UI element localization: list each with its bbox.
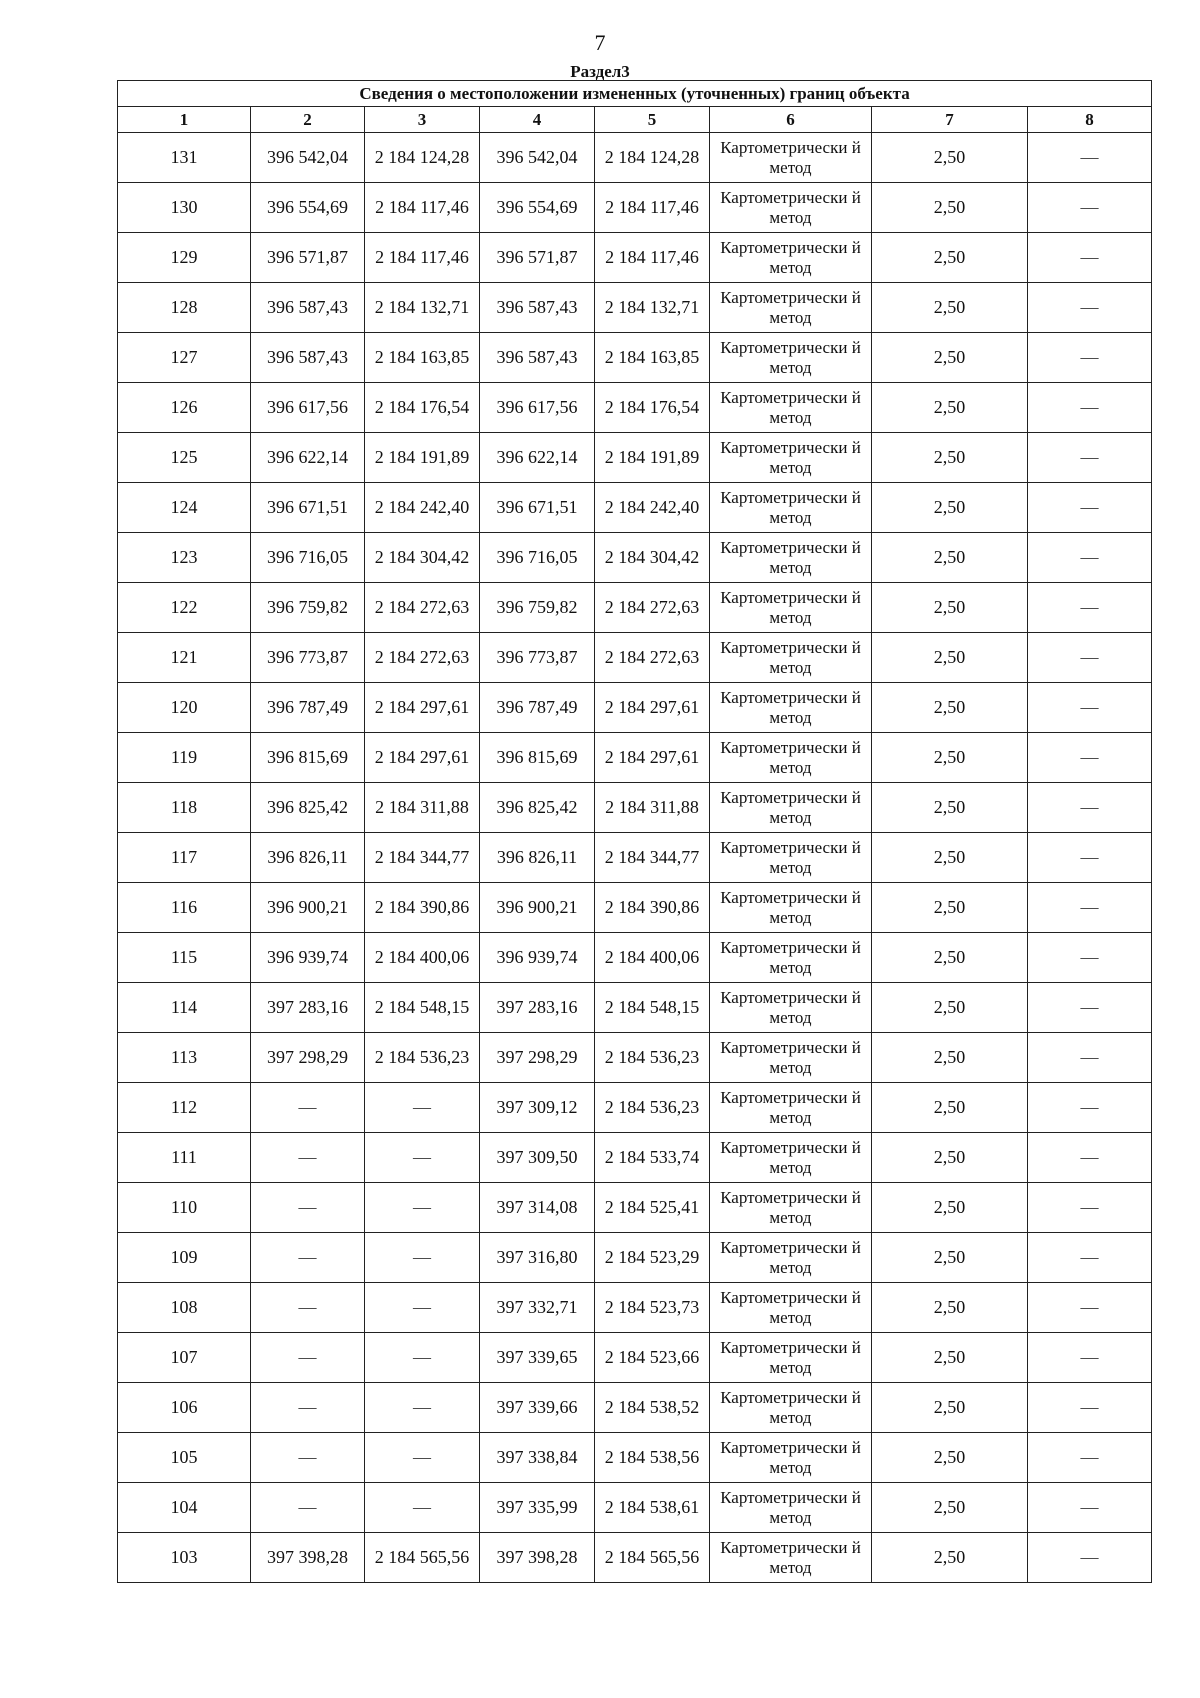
method-cell: Картометрически й метод [710,683,872,733]
method-cell: Картометрически й метод [710,1283,872,1333]
table-row [118,933,1152,983]
table-row [118,1333,1152,1383]
description-cell: — [1028,133,1152,183]
updated-y-cell: 2 184 538,56 [595,1433,710,1483]
method-cell: Картометрически й метод [710,1533,872,1583]
existing-x-cell: — [251,1433,365,1483]
method-cell: Картометрически й метод [710,1233,872,1283]
point-number-cell: 119 [118,733,251,783]
updated-x-cell: 397 335,99 [480,1483,595,1533]
existing-y-cell: — [365,1333,480,1383]
accuracy-cell: 2,50 [872,433,1028,483]
description-cell: — [1028,1433,1152,1483]
existing-y-cell: 2 184 548,15 [365,983,480,1033]
point-number-cell: 108 [118,1283,251,1333]
existing-x-cell: 396 617,56 [251,383,365,433]
updated-x-cell: 396 759,82 [480,583,595,633]
existing-x-cell: — [251,1383,365,1433]
description-cell: — [1028,633,1152,683]
description-cell: — [1028,483,1152,533]
accuracy-cell: 2,50 [872,1083,1028,1133]
method-cell: Картометрически й метод [710,233,872,283]
existing-y-cell: 2 184 272,63 [365,583,480,633]
accuracy-cell: 2,50 [872,1283,1028,1333]
existing-y-cell: 2 184 536,23 [365,1033,480,1083]
updated-y-cell: 2 184 525,41 [595,1183,710,1233]
point-number-cell: 118 [118,783,251,833]
existing-y-cell: 2 184 400,06 [365,933,480,983]
column-number: 8 [1028,107,1152,133]
updated-x-cell: 396 587,43 [480,283,595,333]
existing-y-cell: 2 184 242,40 [365,483,480,533]
point-number-cell: 124 [118,483,251,533]
updated-x-cell: 396 825,42 [480,783,595,833]
existing-x-cell: 396 939,74 [251,933,365,983]
updated-x-cell: 397 309,50 [480,1133,595,1183]
updated-x-cell: 397 298,29 [480,1033,595,1083]
accuracy-cell: 2,50 [872,983,1028,1033]
existing-y-cell: 2 184 191,89 [365,433,480,483]
existing-x-cell: 396 587,43 [251,333,365,383]
existing-y-cell: 2 184 176,54 [365,383,480,433]
table-row [118,633,1152,683]
updated-x-cell: 397 309,12 [480,1083,595,1133]
updated-x-cell: 397 314,08 [480,1183,595,1233]
updated-y-cell: 2 184 523,73 [595,1283,710,1333]
point-number-cell: 116 [118,883,251,933]
accuracy-cell: 2,50 [872,1483,1028,1533]
description-cell: — [1028,533,1152,583]
point-number-cell: 120 [118,683,251,733]
point-number-cell: 129 [118,233,251,283]
accuracy-cell: 2,50 [872,633,1028,683]
updated-x-cell: 396 826,11 [480,833,595,883]
coordinates-table [117,80,1152,1583]
method-cell: Картометрически й метод [710,933,872,983]
method-cell: Картометрически й метод [710,1133,872,1183]
updated-y-cell: 2 184 272,63 [595,583,710,633]
existing-x-cell: 396 825,42 [251,783,365,833]
existing-y-cell: — [365,1183,480,1233]
accuracy-cell: 2,50 [872,183,1028,233]
updated-y-cell: 2 184 297,61 [595,733,710,783]
table-row [118,583,1152,633]
column-number-row [118,107,1152,133]
updated-y-cell: 2 184 163,85 [595,333,710,383]
updated-x-cell: 397 339,66 [480,1383,595,1433]
method-cell: Картометрически й метод [710,1033,872,1083]
method-cell: Картометрически й метод [710,583,872,633]
updated-y-cell: 2 184 523,66 [595,1333,710,1383]
point-number-cell: 107 [118,1333,251,1383]
column-number: 4 [480,107,595,133]
updated-x-cell: 396 787,49 [480,683,595,733]
updated-x-cell: 396 773,87 [480,633,595,683]
table-row [118,1233,1152,1283]
description-cell: — [1028,1333,1152,1383]
description-cell: — [1028,383,1152,433]
existing-x-cell: — [251,1083,365,1133]
table-row [118,333,1152,383]
table-row [118,133,1152,183]
accuracy-cell: 2,50 [872,1433,1028,1483]
table-row [118,1083,1152,1133]
point-number-cell: 115 [118,933,251,983]
accuracy-cell: 2,50 [872,1133,1028,1183]
method-cell: Картометрически й метод [710,133,872,183]
description-cell: — [1028,333,1152,383]
method-cell: Картометрически й метод [710,733,872,783]
method-cell: Картометрически й метод [710,1183,872,1233]
method-cell: Картометрически й метод [710,383,872,433]
updated-y-cell: 2 184 176,54 [595,383,710,433]
accuracy-cell: 2,50 [872,533,1028,583]
updated-y-cell: 2 184 523,29 [595,1233,710,1283]
accuracy-cell: 2,50 [872,483,1028,533]
existing-y-cell: 2 184 344,77 [365,833,480,883]
description-cell: — [1028,733,1152,783]
table-row [118,533,1152,583]
point-number-cell: 130 [118,183,251,233]
existing-x-cell: 397 398,28 [251,1533,365,1583]
existing-y-cell: — [365,1383,480,1433]
existing-y-cell: 2 184 117,46 [365,183,480,233]
description-cell: — [1028,433,1152,483]
existing-x-cell: — [251,1183,365,1233]
column-number: 5 [595,107,710,133]
updated-y-cell: 2 184 272,63 [595,633,710,683]
updated-y-cell: 2 184 191,89 [595,433,710,483]
existing-y-cell: 2 184 163,85 [365,333,480,383]
accuracy-cell: 2,50 [872,933,1028,983]
table-row [118,483,1152,533]
description-cell: — [1028,933,1152,983]
accuracy-cell: 2,50 [872,783,1028,833]
point-number-cell: 114 [118,983,251,1033]
column-number: 3 [365,107,480,133]
accuracy-cell: 2,50 [872,1033,1028,1083]
point-number-cell: 125 [118,433,251,483]
updated-y-cell: 2 184 536,23 [595,1033,710,1083]
description-cell: — [1028,1383,1152,1433]
accuracy-cell: 2,50 [872,383,1028,433]
updated-y-cell: 2 184 132,71 [595,283,710,333]
existing-x-cell: 396 759,82 [251,583,365,633]
table-row [118,233,1152,283]
point-number-cell: 105 [118,1433,251,1483]
point-number-cell: 112 [118,1083,251,1133]
point-number-cell: 110 [118,1183,251,1233]
updated-x-cell: 396 542,04 [480,133,595,183]
updated-x-cell: 397 338,84 [480,1433,595,1483]
point-number-cell: 109 [118,1233,251,1283]
description-cell: — [1028,683,1152,733]
existing-x-cell: 396 773,87 [251,633,365,683]
accuracy-cell: 2,50 [872,283,1028,333]
page-number: 7 [594,30,606,55]
table-row [118,1383,1152,1433]
accuracy-cell: 2,50 [872,883,1028,933]
existing-x-cell: — [251,1233,365,1283]
updated-x-cell: 396 815,69 [480,733,595,783]
updated-y-cell: 2 184 124,28 [595,133,710,183]
existing-x-cell: — [251,1333,365,1383]
existing-x-cell: 396 587,43 [251,283,365,333]
updated-x-cell: 397 339,65 [480,1333,595,1383]
updated-y-cell: 2 184 242,40 [595,483,710,533]
description-cell: — [1028,183,1152,233]
table-row [118,1433,1152,1483]
updated-x-cell: 396 571,87 [480,233,595,283]
existing-y-cell: 2 184 117,46 [365,233,480,283]
method-cell: Картометрически й метод [710,633,872,683]
updated-y-cell: 2 184 538,61 [595,1483,710,1533]
existing-y-cell: 2 184 311,88 [365,783,480,833]
updated-x-cell: 396 671,51 [480,483,595,533]
description-cell: — [1028,1083,1152,1133]
point-number-cell: 131 [118,133,251,183]
point-number-cell: 127 [118,333,251,383]
point-number-cell: 104 [118,1483,251,1533]
existing-y-cell: 2 184 565,56 [365,1533,480,1583]
updated-y-cell: 2 184 548,15 [595,983,710,1033]
description-cell: — [1028,983,1152,1033]
description-cell: — [1028,1533,1152,1583]
existing-x-cell: 396 542,04 [251,133,365,183]
method-cell: Картометрически й метод [710,833,872,883]
method-cell: Картометрически й метод [710,1433,872,1483]
updated-x-cell: 396 939,74 [480,933,595,983]
updated-y-cell: 2 184 565,56 [595,1533,710,1583]
updated-x-cell: 397 398,28 [480,1533,595,1583]
table-row [118,1033,1152,1083]
column-number: 1 [118,107,251,133]
updated-y-cell: 2 184 400,06 [595,933,710,983]
method-cell: Картометрически й метод [710,433,872,483]
updated-y-cell: 2 184 344,77 [595,833,710,883]
point-number-cell: 122 [118,583,251,633]
column-number: 2 [251,107,365,133]
table-row [118,883,1152,933]
accuracy-cell: 2,50 [872,333,1028,383]
description-cell: — [1028,783,1152,833]
description-cell: — [1028,1183,1152,1233]
existing-y-cell: 2 184 304,42 [365,533,480,583]
updated-y-cell: 2 184 538,52 [595,1383,710,1433]
existing-y-cell: — [365,1433,480,1483]
existing-x-cell: 396 716,05 [251,533,365,583]
existing-y-cell: 2 184 272,63 [365,633,480,683]
point-number-cell: 128 [118,283,251,333]
method-cell: Картометрически й метод [710,883,872,933]
existing-y-cell: — [365,1283,480,1333]
point-number-cell: 103 [118,1533,251,1583]
section-title: Раздел3 [570,62,630,81]
description-cell: — [1028,283,1152,333]
accuracy-cell: 2,50 [872,1383,1028,1433]
updated-y-cell: 2 184 304,42 [595,533,710,583]
updated-x-cell: 396 617,56 [480,383,595,433]
description-cell: — [1028,1233,1152,1283]
existing-x-cell: 396 826,11 [251,833,365,883]
point-number-cell: 126 [118,383,251,433]
description-cell: — [1028,1283,1152,1333]
existing-x-cell: 396 554,69 [251,183,365,233]
method-cell: Картометрически й метод [710,283,872,333]
accuracy-cell: 2,50 [872,133,1028,183]
updated-x-cell: 397 283,16 [480,983,595,1033]
table-row [118,1533,1152,1583]
existing-x-cell: 396 815,69 [251,733,365,783]
method-cell: Картометрически й метод [710,1333,872,1383]
description-cell: — [1028,583,1152,633]
column-number: 6 [710,107,872,133]
existing-x-cell: 396 900,21 [251,883,365,933]
existing-x-cell: 396 622,14 [251,433,365,483]
updated-y-cell: 2 184 536,23 [595,1083,710,1133]
point-number-cell: 113 [118,1033,251,1083]
accuracy-cell: 2,50 [872,1533,1028,1583]
method-cell: Картометрически й метод [710,983,872,1033]
table-row [118,783,1152,833]
updated-x-cell: 396 622,14 [480,433,595,483]
accuracy-cell: 2,50 [872,833,1028,883]
table-row [118,1183,1152,1233]
method-cell: Картометрически й метод [710,1383,872,1433]
method-cell: Картометрически й метод [710,533,872,583]
table-row [118,183,1152,233]
description-cell: — [1028,833,1152,883]
method-cell: Картометрически й метод [710,183,872,233]
existing-y-cell: — [365,1083,480,1133]
accuracy-cell: 2,50 [872,1183,1028,1233]
accuracy-cell: 2,50 [872,1233,1028,1283]
accuracy-cell: 2,50 [872,683,1028,733]
existing-x-cell: — [251,1283,365,1333]
description-cell: — [1028,1483,1152,1533]
existing-x-cell: 397 298,29 [251,1033,365,1083]
table-row [118,733,1152,783]
updated-x-cell: 396 716,05 [480,533,595,583]
point-number-cell: 117 [118,833,251,883]
table-caption: Сведения о местоположении измененных (уточненных) границ объекта [118,81,1152,107]
existing-y-cell: — [365,1233,480,1283]
point-number-cell: 121 [118,633,251,683]
point-number-cell: 106 [118,1383,251,1433]
description-cell: — [1028,1033,1152,1083]
table-row [118,1483,1152,1533]
table-row [118,1133,1152,1183]
existing-x-cell: 397 283,16 [251,983,365,1033]
accuracy-cell: 2,50 [872,583,1028,633]
method-cell: Картометрически й метод [710,483,872,533]
existing-y-cell: 2 184 297,61 [365,683,480,733]
accuracy-cell: 2,50 [872,1333,1028,1383]
existing-x-cell: — [251,1133,365,1183]
updated-y-cell: 2 184 297,61 [595,683,710,733]
table-row [118,383,1152,433]
table-body [118,133,1152,1583]
updated-x-cell: 396 554,69 [480,183,595,233]
method-cell: Картометрически й метод [710,1483,872,1533]
updated-x-cell: 397 332,71 [480,1283,595,1333]
existing-y-cell: — [365,1133,480,1183]
updated-x-cell: 396 900,21 [480,883,595,933]
description-cell: — [1028,883,1152,933]
updated-x-cell: 396 587,43 [480,333,595,383]
updated-y-cell: 2 184 117,46 [595,183,710,233]
table-row [118,983,1152,1033]
accuracy-cell: 2,50 [872,733,1028,783]
existing-x-cell: 396 671,51 [251,483,365,533]
updated-y-cell: 2 184 533,74 [595,1133,710,1183]
updated-x-cell: 397 316,80 [480,1233,595,1283]
existing-x-cell: — [251,1483,365,1533]
existing-y-cell: — [365,1483,480,1533]
updated-y-cell: 2 184 390,86 [595,883,710,933]
updated-y-cell: 2 184 117,46 [595,233,710,283]
method-cell: Картометрически й метод [710,1083,872,1133]
existing-x-cell: 396 571,87 [251,233,365,283]
method-cell: Картометрически й метод [710,333,872,383]
table-row [118,833,1152,883]
column-number: 7 [872,107,1028,133]
existing-y-cell: 2 184 390,86 [365,883,480,933]
table-row [118,683,1152,733]
existing-x-cell: 396 787,49 [251,683,365,733]
table-row [118,283,1152,333]
method-cell: Картометрически й метод [710,783,872,833]
description-cell: — [1028,233,1152,283]
point-number-cell: 111 [118,1133,251,1183]
existing-y-cell: 2 184 124,28 [365,133,480,183]
table-row [118,1283,1152,1333]
accuracy-cell: 2,50 [872,233,1028,283]
table-row [118,433,1152,483]
description-cell: — [1028,1133,1152,1183]
existing-y-cell: 2 184 132,71 [365,283,480,333]
existing-y-cell: 2 184 297,61 [365,733,480,783]
point-number-cell: 123 [118,533,251,583]
updated-y-cell: 2 184 311,88 [595,783,710,833]
